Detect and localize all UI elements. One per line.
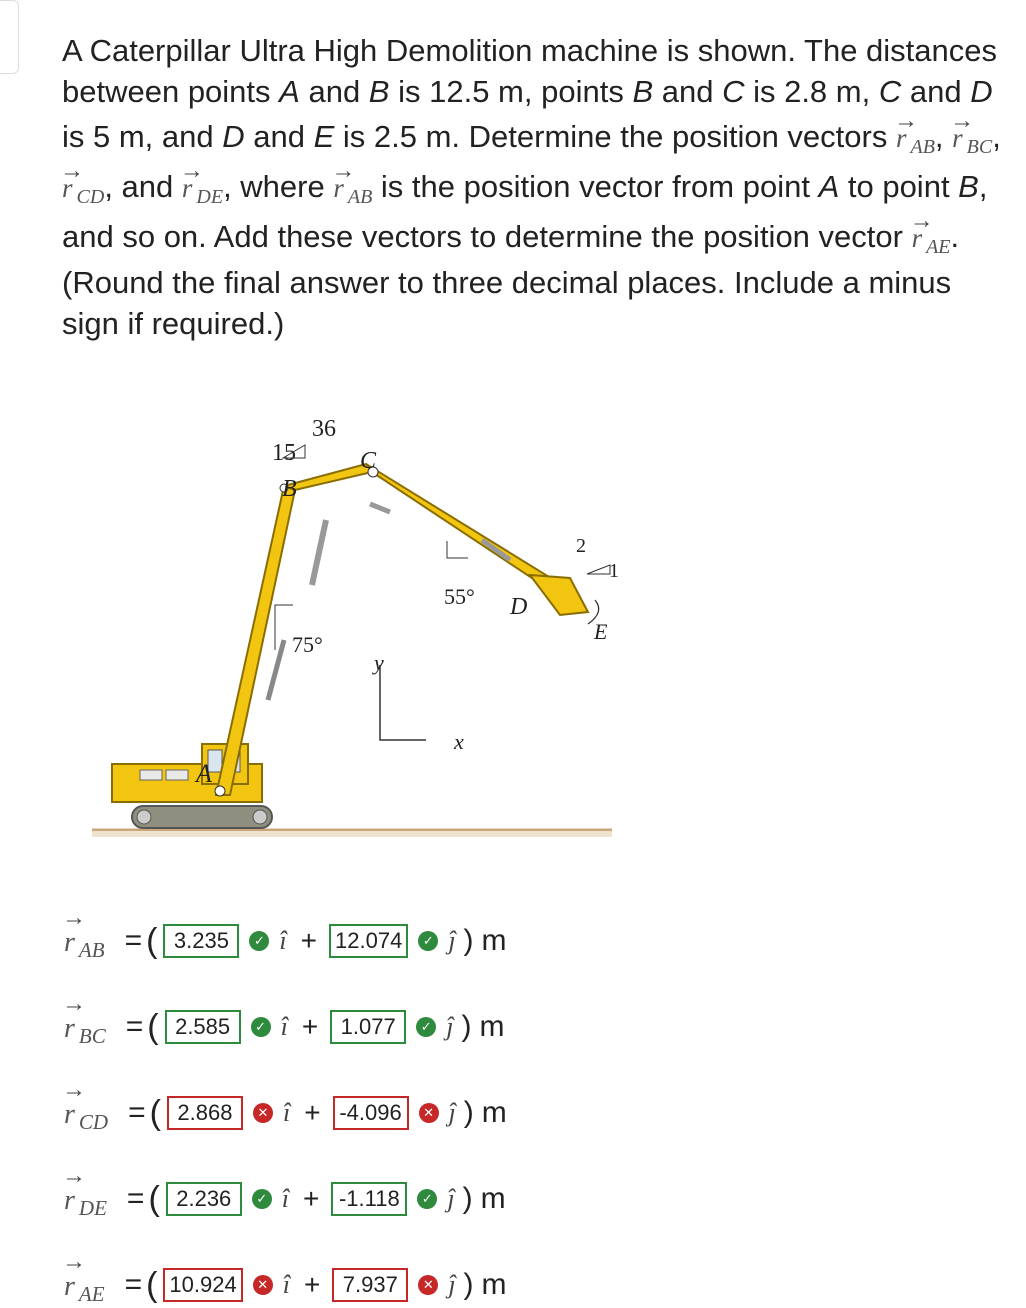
vector-subscript: AB (910, 136, 935, 158)
open-paren: ( (147, 1007, 159, 1046)
unit-meters: m (481, 1096, 507, 1129)
unit-meters: m (481, 1268, 507, 1301)
problem-text: and (901, 74, 971, 109)
answer-cd-j-input[interactable]: -4.096 (333, 1096, 409, 1130)
vector-symbol: → r (182, 173, 193, 203)
pin-a (215, 786, 225, 796)
stick-cylinder (370, 504, 390, 512)
answer-row-ab (64, 918, 507, 964)
unit-meters: m (481, 924, 507, 957)
problem-text: and (653, 74, 723, 109)
point-label: B (632, 74, 654, 109)
cross-icon: ✕ (253, 1275, 273, 1295)
open-paren: ( (149, 1093, 161, 1132)
equals-sign: = (124, 1268, 143, 1301)
vector-subscript: AB (347, 186, 373, 208)
vector-symbol: → r (64, 1099, 75, 1130)
check-icon: ✓ (417, 1189, 437, 1209)
answer-de-i-input[interactable]: 2.236 (166, 1182, 242, 1216)
i-hat-unit: î (280, 1012, 288, 1041)
close-paren: ) (462, 1182, 473, 1215)
problem-text: , (934, 119, 953, 154)
j-hat-unit: ĵ (448, 1098, 456, 1127)
vector-r-ab (64, 923, 105, 962)
point-label: E (313, 119, 335, 154)
axis-y-label: y (374, 650, 384, 675)
equals-sign: = (126, 1182, 145, 1215)
answer-ae-i-input[interactable]: 10.924 (163, 1268, 242, 1302)
point-label: A (279, 74, 300, 109)
problem-text: to point (839, 169, 959, 204)
previous-panel-edge (0, 0, 19, 74)
label-e: E (594, 619, 608, 644)
answer-ae-j-input[interactable]: 7.937 (332, 1268, 408, 1302)
track (132, 806, 272, 828)
vector-r-bc (64, 1009, 106, 1048)
i-hat-unit: î (281, 1184, 289, 1213)
vector-subscript: BC (966, 136, 993, 158)
problem-statement (62, 30, 1007, 344)
vector-r-cd (64, 1095, 109, 1134)
vector-symbol: → r (64, 1185, 75, 1216)
i-hat-unit: î (282, 1270, 290, 1299)
label-c: C (360, 448, 377, 474)
open-paren: ( (146, 921, 158, 960)
slope2-rise-label: 1 (609, 560, 619, 582)
axis-x-label: x (454, 729, 464, 754)
point-label: C (722, 74, 745, 109)
j-hat-unit: ĵ (448, 1270, 456, 1299)
plus-sign: + (303, 1269, 321, 1300)
problem-text: and (244, 119, 314, 154)
vector-symbol: → r (64, 1013, 75, 1044)
vector-subscript: DE (78, 1196, 107, 1220)
vector-subscript: CD (76, 186, 105, 208)
vector-subscript: AE (78, 1282, 105, 1306)
answer-row-ae (64, 1262, 507, 1308)
track-wheel-front (253, 810, 267, 824)
vector-r-ae (912, 212, 951, 262)
track-wheel-rear (137, 810, 151, 824)
close-paren: ) (461, 1010, 472, 1043)
vector-r-de (182, 162, 223, 212)
answer-row-cd (64, 1090, 507, 1136)
close-paren: ) (463, 1096, 474, 1129)
label-d: D (510, 594, 528, 620)
equals-sign: = (125, 1010, 144, 1043)
equals-sign: = (124, 924, 143, 957)
problem-text: . (Round the final answer to three decimal places. Include a minus sign if required.) (62, 219, 960, 341)
close-paren: ) (463, 1268, 474, 1301)
cross-icon: ✕ (419, 1103, 439, 1123)
angle-55-label: 55° (444, 584, 475, 609)
point-label: A (818, 169, 840, 204)
vector-subscript: AB (78, 938, 105, 962)
vector-symbol: → r (896, 123, 907, 153)
slope1-rise-label: 15 (272, 440, 296, 466)
open-paren: ( (148, 1179, 160, 1218)
cross-icon: ✕ (253, 1103, 273, 1123)
answer-de-j-input[interactable]: -1.118 (331, 1182, 407, 1216)
vector-symbol: → r (333, 173, 344, 203)
boom-upper (284, 464, 372, 490)
label-b: B (282, 476, 297, 502)
vector-r-bc (952, 112, 992, 162)
point-label: B (368, 74, 390, 109)
problem-text: is 12.5 m, points (389, 74, 633, 109)
vector-r-de (64, 1181, 107, 1220)
ground-fill (92, 831, 612, 837)
j-hat-unit: ĵ (448, 926, 456, 955)
vector-r-cd (62, 162, 104, 212)
vector-symbol: → r (952, 123, 963, 153)
problem-text: , (992, 119, 1001, 154)
boom-cylinder (268, 640, 284, 700)
equals-sign: = (128, 1096, 146, 1129)
boom-cylinder (312, 520, 326, 585)
point-label: C (878, 74, 902, 109)
j-hat-unit: ĵ (447, 1184, 455, 1213)
body-panel (140, 770, 162, 780)
angle-75-label: 75° (292, 632, 323, 657)
vector-subscript: AE (926, 236, 951, 258)
problem-text: is 5 m, and (62, 119, 223, 154)
problem-text: , and (104, 169, 182, 204)
plus-sign: + (301, 1011, 319, 1042)
i-hat-unit: î (282, 1098, 291, 1127)
check-icon: ✓ (249, 931, 269, 951)
vector-subscript: CD (78, 1110, 109, 1134)
plus-sign: + (304, 1097, 321, 1128)
point-label: D (222, 119, 245, 154)
point-label: B (958, 169, 979, 204)
check-icon: ✓ (416, 1017, 436, 1037)
answer-ab-j-input[interactable]: 12.074 (329, 924, 408, 958)
demolition-machine-figure (90, 400, 620, 850)
check-icon: ✓ (252, 1189, 272, 1209)
problem-text: is 2.5 m. Determine the position vectors (334, 119, 896, 154)
label-a: A (196, 759, 212, 788)
slope-triangle-2 (587, 565, 610, 574)
vector-symbol: → r (64, 1271, 75, 1302)
answer-row-bc (64, 1004, 504, 1050)
plus-sign: + (303, 1183, 320, 1214)
answer-cd-i-input[interactable]: 2.868 (167, 1096, 243, 1130)
axis-lines (380, 665, 426, 740)
problem-text: A Caterpillar Ultra High Demolition machine is shown. The distances between points (62, 33, 998, 109)
j-hat-unit: ĵ (446, 1012, 454, 1041)
problem-text: is 2.8 m, (744, 74, 879, 109)
body-panel (166, 770, 188, 780)
answer-row-de (64, 1176, 506, 1222)
answer-bc-i-input[interactable]: 2.585 (165, 1010, 241, 1044)
problem-text: , and so on. Add these vectors to determine the position vector (62, 169, 988, 254)
check-icon: ✓ (251, 1017, 271, 1037)
answer-ab-i-input[interactable]: 3.235 (163, 924, 239, 958)
check-icon: ✓ (418, 931, 438, 951)
vector-subscript: DE (196, 186, 224, 208)
slope2-run-label: 2 (576, 535, 586, 557)
vector-symbol: → r (62, 173, 73, 203)
vector-r-ae (64, 1267, 105, 1306)
point-label: D (970, 74, 993, 109)
problem-text: and (299, 74, 369, 109)
plus-sign: + (300, 925, 318, 956)
unit-meters: m (479, 1010, 505, 1043)
unit-meters: m (480, 1182, 506, 1215)
close-paren: ) (463, 924, 474, 957)
i-hat-unit: î (279, 926, 287, 955)
vector-r-ab (896, 112, 935, 162)
vector-symbol: → r (64, 927, 75, 958)
problem-text: , where (223, 169, 334, 204)
bucket (530, 575, 588, 615)
vector-subscript: BC (78, 1024, 106, 1048)
stick (366, 464, 554, 590)
vector-r-ab (333, 162, 372, 212)
cross-icon: ✕ (418, 1275, 438, 1295)
open-paren: ( (146, 1265, 158, 1304)
slope1-run-label: 36 (312, 416, 336, 442)
problem-text: is the position vector from point (372, 169, 819, 204)
angle-ref-55 (447, 541, 468, 558)
answer-bc-j-input[interactable]: 1.077 (330, 1010, 406, 1044)
vector-symbol: → r (912, 223, 923, 253)
